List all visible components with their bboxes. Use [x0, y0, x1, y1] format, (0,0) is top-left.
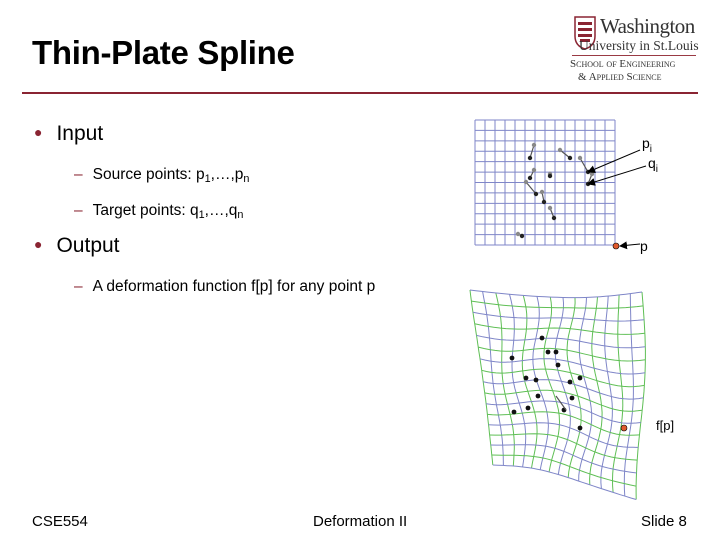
- grid-line: [483, 380, 643, 400]
- target-point: [552, 216, 556, 220]
- dash-icon: –: [74, 202, 83, 219]
- mapped-point: [570, 396, 575, 401]
- grid-line: [590, 297, 603, 485]
- deformed-grid: [470, 290, 645, 500]
- mapped-point: [512, 410, 517, 415]
- source-point: [540, 190, 544, 194]
- dash-icon: –: [74, 166, 83, 183]
- mapped-point: [526, 406, 531, 411]
- logo-line4: & Applied Science: [578, 71, 662, 83]
- source-point: [524, 180, 528, 184]
- title-divider: [22, 92, 698, 94]
- mapped-point: [578, 376, 583, 381]
- label-fp: f[p]: [656, 418, 675, 433]
- footer-topic: Deformation II: [313, 513, 408, 530]
- target-point: [542, 200, 546, 204]
- query-point: [613, 243, 619, 249]
- grid-line: [493, 465, 636, 500]
- control-points: [510, 143, 627, 431]
- university-logo: [566, 14, 699, 84]
- mapped-point: [524, 376, 529, 381]
- bullet-output-label: Output: [56, 234, 120, 257]
- displacement-line: [580, 158, 588, 172]
- grid-line: [510, 294, 526, 467]
- subitem-deformation-function: – A deformation function f[p] for any point p: [74, 278, 376, 295]
- target-point: [568, 156, 572, 160]
- target-point: [528, 156, 532, 160]
- grid-line: [478, 347, 645, 361]
- mapped-point: [536, 394, 541, 399]
- mapped-point: [534, 378, 539, 383]
- mapped-query-point: [621, 425, 627, 431]
- target-point: [520, 234, 524, 238]
- bullet-input: [34, 122, 103, 146]
- bullet-icon: ●: [34, 124, 43, 140]
- source-point: [558, 148, 562, 152]
- grid-line: [555, 298, 570, 475]
- mapped-point: [554, 350, 559, 355]
- grid-line: [636, 292, 645, 500]
- dash-icon: –: [74, 278, 83, 295]
- label-pi: $p_i$: [642, 135, 653, 155]
- source-point: [532, 143, 536, 147]
- mapped-point: [546, 350, 551, 355]
- footer-slide-number: Slide 8: [641, 513, 687, 530]
- source-point: [532, 168, 536, 172]
- source-point: [548, 206, 552, 210]
- bullet-icon: ●: [34, 236, 43, 252]
- logo-line2: University in St.Louis: [579, 38, 699, 53]
- grid-line: [613, 295, 623, 492]
- arrow-p: [620, 244, 640, 246]
- thin-plate-spline-figure: [430, 110, 700, 510]
- label-p: p: [640, 238, 648, 254]
- grid-line: [567, 298, 581, 478]
- bullet-input-label: Input: [56, 122, 104, 145]
- bullet-output: [34, 234, 120, 258]
- grid-line: [601, 296, 613, 489]
- label-qi: $q_i$: [648, 155, 659, 175]
- mapped-point: [540, 336, 545, 341]
- logo-rule: [572, 55, 696, 56]
- subitem-target-points: – Target points: $q_1,\dots,q_n$: [74, 202, 244, 221]
- mapped-point: [578, 426, 583, 431]
- source-point: [516, 232, 520, 236]
- arrow-pi: [588, 150, 640, 172]
- mapped-point: [568, 380, 573, 385]
- logo-line3: School of Engineering: [570, 58, 676, 70]
- target-point: [534, 192, 538, 196]
- grid-line: [470, 290, 493, 465]
- grid-line: [496, 293, 515, 466]
- grid-line: [471, 301, 643, 308]
- footer-course: CSE554: [32, 513, 88, 530]
- source-point: [578, 156, 582, 160]
- grid-line: [624, 294, 633, 497]
- source-point: [590, 172, 594, 176]
- target-point: [528, 176, 532, 180]
- slide-title: Thin-Plate Spline: [32, 34, 295, 71]
- target-point: [548, 174, 552, 178]
- logo-line1: Washington: [600, 14, 695, 38]
- subitem-source-points: – Source points: $p_1,\dots,p_n$: [74, 166, 250, 185]
- grid-line: [533, 296, 549, 469]
- mapped-point: [510, 356, 515, 361]
- mapped-point: [556, 363, 561, 368]
